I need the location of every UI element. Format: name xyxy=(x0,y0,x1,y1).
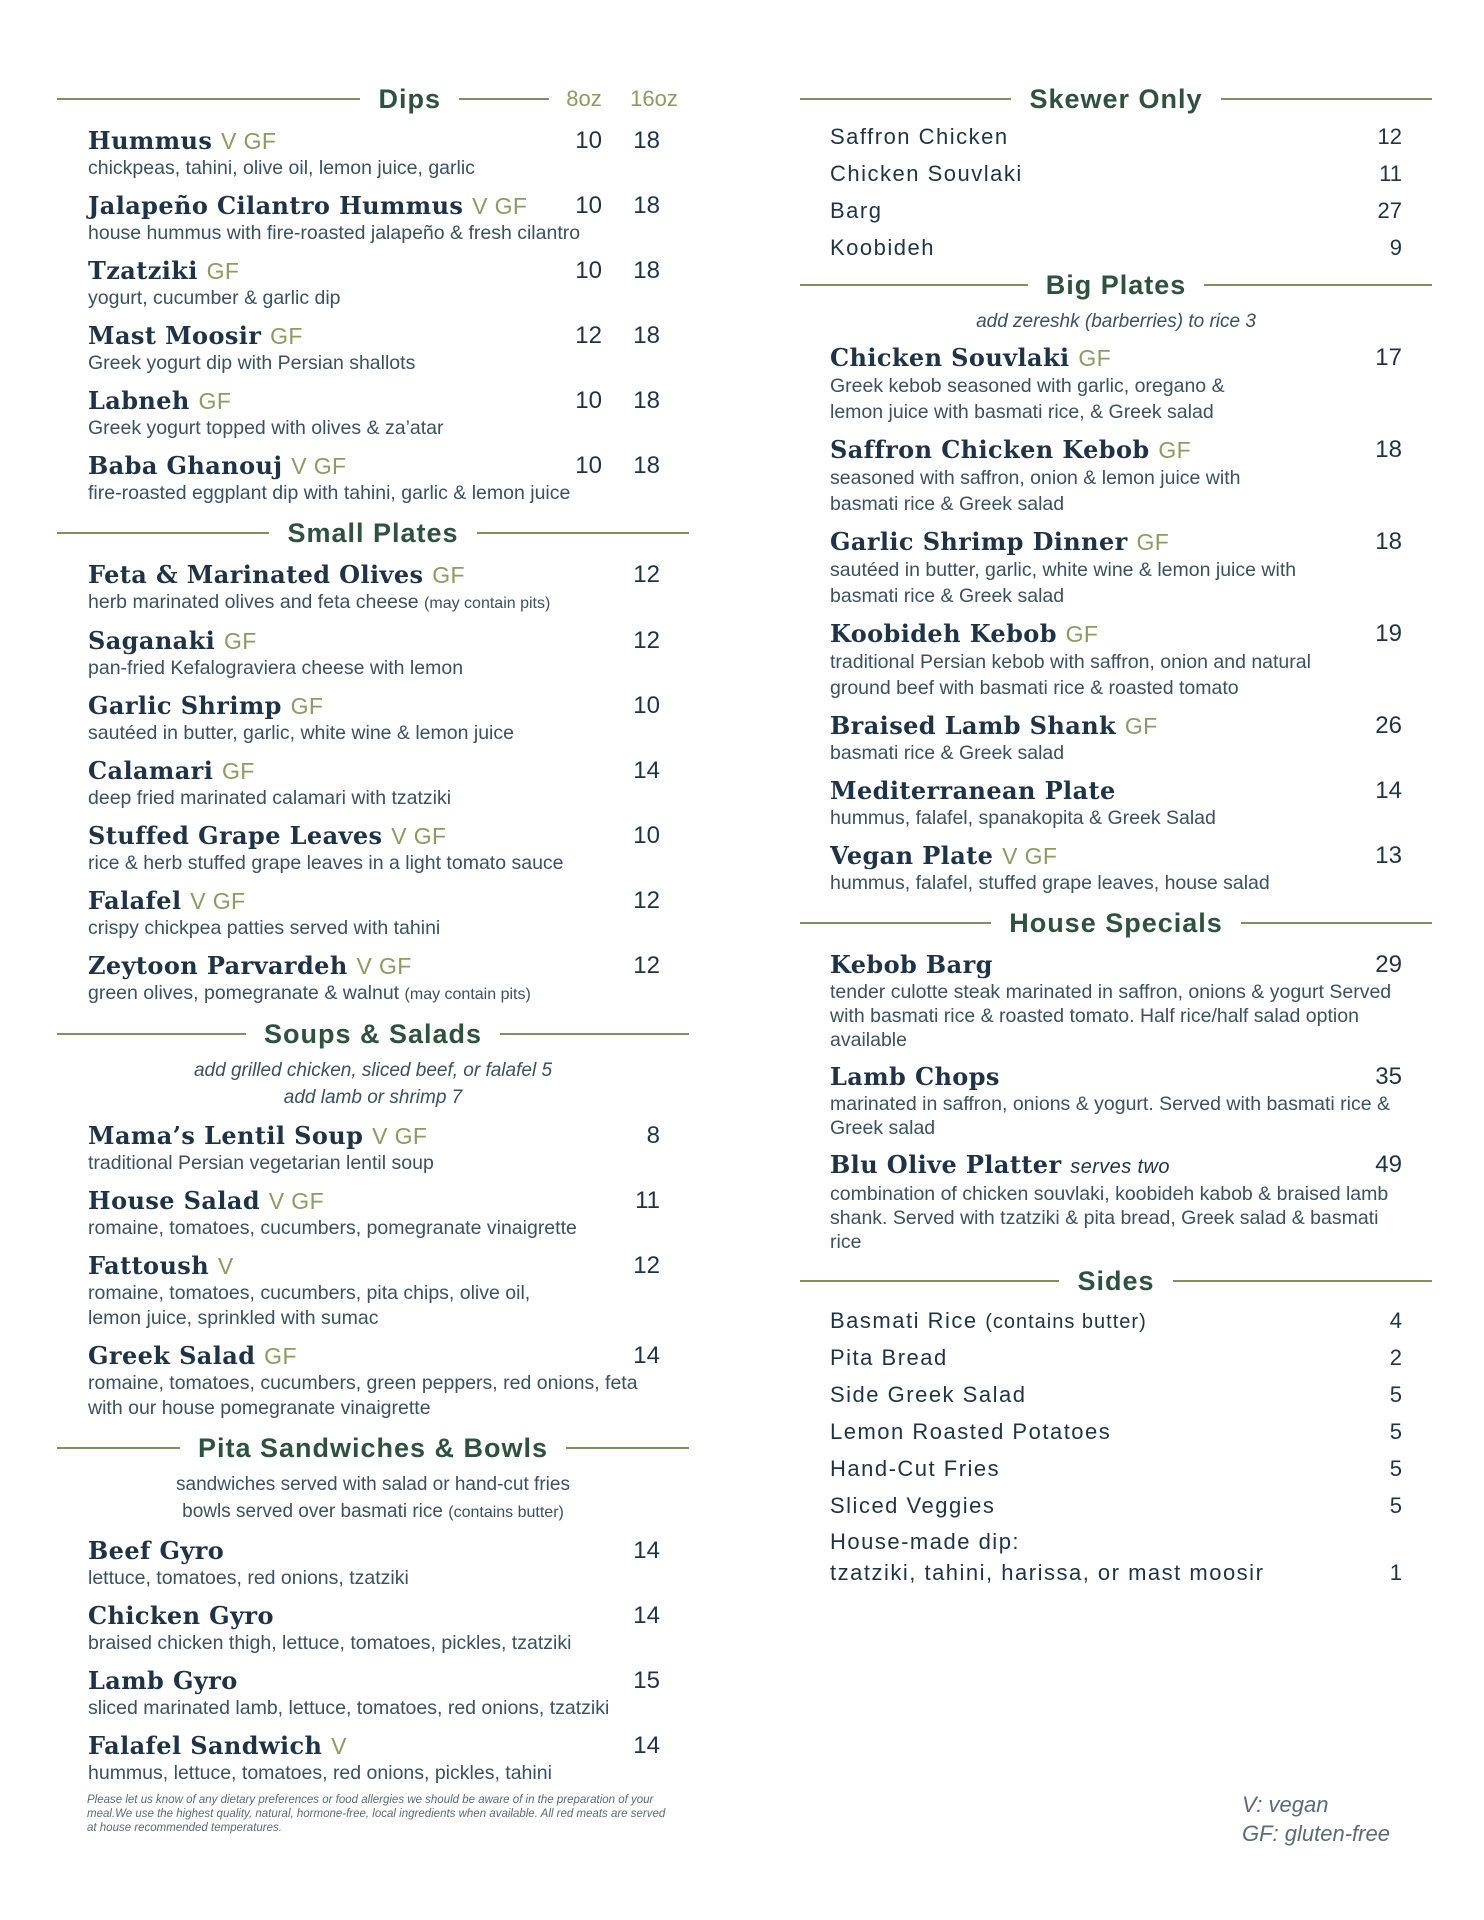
price-16oz: 18 xyxy=(633,387,660,414)
side-item xyxy=(800,1302,1432,1339)
diet-tag: GF xyxy=(1124,713,1158,739)
big-plates-title: Big Plates xyxy=(1045,269,1187,300)
item-price: 26 xyxy=(1375,712,1402,739)
diet-tag: V GF xyxy=(190,888,246,914)
item-price: 14 xyxy=(633,1342,660,1369)
menu-item-mediterranean-plate xyxy=(800,776,1432,831)
skewer-item xyxy=(800,192,1432,229)
menu-item-beef-gyro xyxy=(57,1536,689,1591)
divider xyxy=(1241,922,1432,924)
item-name: Stuffed Grape Leaves xyxy=(88,821,383,850)
item-price: 27 xyxy=(1377,198,1402,223)
divider xyxy=(800,98,1011,100)
item-note: (may contain pits) xyxy=(424,595,551,612)
item-price: 29 xyxy=(1375,951,1402,978)
item-name: Barg xyxy=(830,198,883,223)
item-name: Garlic Shrimp Dinner xyxy=(830,527,1128,556)
item-name: Lemon Roasted Potatoes xyxy=(830,1419,1112,1444)
item-name: Chicken Souvlaki xyxy=(830,343,1070,372)
item-price: 4 xyxy=(1389,1308,1402,1333)
menu-item-chicken-gyro xyxy=(57,1601,689,1656)
item-description: herb marinated olives and feta cheese xyxy=(88,591,419,613)
add-on-note: add lamb or shrimp 7 xyxy=(283,1087,463,1108)
price-16oz: 18 xyxy=(633,322,660,349)
dips-title: Dips xyxy=(378,83,441,114)
item-description: tzatziki, tahini, harissa, or mast moosir xyxy=(830,1560,1265,1585)
dips-size-labels xyxy=(549,86,689,112)
item-description: pan-fried Kefalograviera cheese with lemon xyxy=(88,657,464,679)
item-note: (may contain pits) xyxy=(404,986,531,1003)
big-plates-header xyxy=(800,268,1432,302)
item-name: Saganaki xyxy=(88,626,216,655)
item-price: 1 xyxy=(1389,1560,1402,1585)
side-item xyxy=(800,1376,1432,1413)
diet-tag: GF xyxy=(198,388,232,414)
menu-item-saganaki xyxy=(57,626,689,681)
item-description: deep fried marinated calamari with tzatziki xyxy=(88,787,452,809)
diet-legend xyxy=(1242,1790,1390,1848)
size-large-label: 16oz xyxy=(630,86,678,111)
item-description: Greek yogurt dip with Persian shallots xyxy=(88,352,416,374)
item-description: rice & herb stuffed grape leaves in a light tomato sauce xyxy=(88,852,564,874)
menu-item-vegan-plate xyxy=(800,841,1432,896)
item-price: 10 xyxy=(633,822,660,849)
item-description: basmati rice & Greek salad xyxy=(830,742,1065,764)
item-name: Jalapeño Cilantro Hummus xyxy=(88,191,464,220)
item-price: 35 xyxy=(1375,1063,1402,1090)
diet-tag: GF xyxy=(223,628,257,654)
item-name: Pita Bread xyxy=(830,1345,948,1370)
item-price: 14 xyxy=(633,1602,660,1629)
menu-item-fattoush xyxy=(57,1251,689,1331)
diet-tag: V GF xyxy=(391,823,447,849)
item-description: traditional Persian vegetarian lentil soup xyxy=(88,1152,434,1174)
soups-salads-header xyxy=(57,1017,689,1051)
menu-item-garlic-shrimp-dinner xyxy=(800,527,1432,609)
item-name: Beef Gyro xyxy=(88,1536,225,1565)
divider xyxy=(459,98,549,100)
price-8oz: 10 xyxy=(575,127,602,154)
menu-item-kebob-barg xyxy=(800,950,1432,1052)
divider xyxy=(1204,284,1432,286)
item-name: Koobideh xyxy=(830,235,935,260)
price-16oz: 18 xyxy=(633,452,660,479)
item-description: Greek kebob seasoned with garlic, oregano & lemon juice with basmati rice, & Greek salad xyxy=(830,375,1225,423)
menu-item-feta-olives xyxy=(57,560,689,616)
diet-tag: GF xyxy=(1158,437,1192,463)
side-item xyxy=(800,1413,1432,1450)
price-16oz: 18 xyxy=(633,192,660,219)
item-price: 12 xyxy=(633,952,660,979)
menu-item-saffron-chicken-kebob xyxy=(800,435,1432,517)
menu-item-lamb-gyro xyxy=(57,1666,689,1721)
item-name: Mediterranean Plate xyxy=(830,776,1116,805)
item-description: lettuce, tomatoes, red onions, tzatziki xyxy=(88,1567,409,1589)
serving-note-small: (contains butter) xyxy=(448,1504,564,1521)
serves-note: serves two xyxy=(1070,1156,1170,1178)
item-name: Chicken Souvlaki xyxy=(830,161,1023,186)
item-name: Greek Salad xyxy=(88,1341,256,1370)
legend-vegan: V: vegan xyxy=(1242,1792,1329,1817)
side-item-house-dip xyxy=(800,1526,1432,1590)
item-name: Side Greek Salad xyxy=(830,1382,1027,1407)
item-name: Baba Ghanouj xyxy=(88,451,283,480)
item-description: fire-roasted eggplant dip with tahini, garlic & lemon juice xyxy=(88,482,571,504)
item-price: 11 xyxy=(1379,161,1402,186)
item-description: combination of chicken souvlaki, koobideh kabob & braised lamb shank. Served with tzatziki & pita bread, Greek salad & basmati rice xyxy=(830,1183,1389,1253)
menu-item-falafel xyxy=(57,886,689,941)
item-price: 10 xyxy=(633,692,660,719)
item-name: Koobideh Kebob xyxy=(830,619,1057,648)
item-description: hummus, falafel, spanakopita & Greek Salad xyxy=(830,807,1216,829)
small-plates-header xyxy=(57,516,689,550)
serving-note: sandwiches served with salad or hand-cut fries xyxy=(176,1474,570,1495)
pita-title: Pita Sandwiches & Bowls xyxy=(197,1432,549,1463)
item-name: Lamb Gyro xyxy=(88,1666,238,1695)
divider xyxy=(1173,1280,1432,1282)
item-description: traditional Persian kebob with saffron, onion and natural ground beef with basmati rice & roasted tomato xyxy=(830,651,1311,699)
diet-tag: V GF xyxy=(291,453,347,479)
menu-item-garlic-shrimp xyxy=(57,691,689,746)
item-description: sautéed in butter, garlic, white wine & lemon juice xyxy=(88,722,514,744)
item-description: romaine, tomatoes, cucumbers, pomegranate vinaigrette xyxy=(88,1217,577,1239)
price-8oz: 10 xyxy=(575,257,602,284)
menu-item-lentil-soup xyxy=(57,1121,689,1176)
item-price: 12 xyxy=(633,887,660,914)
diet-tag: V GF xyxy=(221,128,277,154)
item-description: sliced marinated lamb, lettuce, tomatoes, red onions, tzatziki xyxy=(88,1697,610,1719)
item-price: 18 xyxy=(1375,436,1402,463)
side-item xyxy=(800,1450,1432,1487)
item-price: 49 xyxy=(1375,1151,1402,1178)
pita-note xyxy=(57,1471,689,1526)
item-price: 8 xyxy=(646,1122,660,1149)
menu-item-house-salad xyxy=(57,1186,689,1241)
price-8oz: 10 xyxy=(575,452,602,479)
diet-tag: GF xyxy=(1065,621,1099,647)
soups-salads-note xyxy=(57,1057,689,1111)
menu-item-blu-olive-platter xyxy=(800,1150,1432,1254)
item-price: 5 xyxy=(1389,1382,1402,1407)
divider xyxy=(477,532,689,534)
item-price: 12 xyxy=(1377,124,1402,149)
price-16oz: 18 xyxy=(633,127,660,154)
house-specials-header xyxy=(800,906,1432,940)
item-name: Feta & Marinated Olives xyxy=(88,560,424,589)
item-name: Hummus xyxy=(88,126,213,155)
diet-tag: GF xyxy=(264,1343,297,1369)
diet-tag: GF xyxy=(222,758,255,784)
item-price: 18 xyxy=(1375,528,1402,555)
item-name: Kebob Barg xyxy=(830,950,993,979)
item-description: hummus, falafel, stuffed grape leaves, house salad xyxy=(830,872,1270,894)
add-on-note: add grilled chicken, sliced beef, or falafel 5 xyxy=(193,1060,553,1081)
divider xyxy=(57,1447,180,1449)
dips-header xyxy=(57,82,689,116)
item-name: Saffron Chicken Kebob xyxy=(830,435,1150,464)
menu-item-calamari xyxy=(57,756,689,811)
item-name: Mama’s Lentil Soup xyxy=(88,1121,364,1150)
diet-tag: GF xyxy=(1078,345,1112,371)
item-name: Braised Lamb Shank xyxy=(830,711,1117,740)
item-description: Greek yogurt topped with olives & za’atar xyxy=(88,417,444,439)
diet-tag: GF xyxy=(432,562,465,588)
item-price: 12 xyxy=(633,627,660,654)
menu-item-hummus xyxy=(57,126,689,181)
sides-title: Sides xyxy=(1077,1265,1155,1296)
allergy-disclaimer: Please let us know of any dietary preferences or food allergies we should be aware of in the preparation of your meal.We use the highest quality, natural, hormone-free, local ingredients when available. All red meats are served at house recommended temperatures. xyxy=(87,1794,666,1834)
item-price: 17 xyxy=(1375,344,1402,371)
big-plates-note: add zereshk (barberries) to rice 3 xyxy=(976,311,1256,332)
item-name: House-made dip: xyxy=(830,1529,1021,1554)
diet-tag: GF xyxy=(1136,529,1170,555)
price-8oz: 12 xyxy=(575,322,602,349)
divider xyxy=(1221,98,1432,100)
item-price: 12 xyxy=(633,561,660,588)
item-description: green olives, pomegranate & walnut xyxy=(88,982,400,1004)
item-price: 9 xyxy=(1389,235,1402,260)
item-name: Falafel Sandwich xyxy=(88,1731,323,1760)
left-column xyxy=(57,82,689,1786)
diet-tag: V xyxy=(331,1733,347,1759)
pita-header xyxy=(57,1431,689,1465)
right-column xyxy=(800,82,1432,1590)
serving-note: bowls served over basmati rice xyxy=(182,1501,443,1522)
divider xyxy=(500,1033,689,1035)
price-16oz: 18 xyxy=(633,257,660,284)
diet-tag: GF xyxy=(270,323,303,349)
menu-item-stuffed-grape-leaves xyxy=(57,821,689,876)
diet-tag: V GF xyxy=(372,1123,428,1149)
diet-tag: V GF xyxy=(472,193,528,219)
item-name: Calamari xyxy=(88,756,214,785)
item-name: Blu Olive Platter xyxy=(830,1150,1062,1179)
divider xyxy=(57,532,269,534)
diet-tag: V GF xyxy=(356,953,412,979)
item-price: 15 xyxy=(633,1667,660,1694)
divider xyxy=(57,1033,246,1035)
divider xyxy=(800,922,991,924)
item-description: romaine, tomatoes, cucumbers, green peppers, red onions, feta with our house pomegranate vinaigrette xyxy=(88,1372,638,1419)
side-item xyxy=(800,1487,1432,1524)
divider xyxy=(57,98,360,100)
item-price: 14 xyxy=(633,1732,660,1759)
menu-item-braised-lamb-shank xyxy=(800,711,1432,766)
menu-item-zeytoon-parvardeh xyxy=(57,951,689,1007)
item-description: chickpeas, tahini, olive oil, lemon juice, garlic xyxy=(88,157,475,179)
item-name: Mast Moosir xyxy=(88,321,262,350)
house-specials-title: House Specials xyxy=(1009,907,1223,938)
diet-tag: GF xyxy=(290,693,324,719)
item-price: 13 xyxy=(1375,842,1402,869)
size-small-label: 8oz xyxy=(566,86,602,111)
item-name: Lamb Chops xyxy=(830,1062,1000,1091)
item-price: 5 xyxy=(1389,1456,1402,1481)
price-8oz: 10 xyxy=(575,387,602,414)
diet-tag: V xyxy=(217,1253,234,1279)
price-8oz: 10 xyxy=(575,192,602,219)
item-name: Vegan Plate xyxy=(830,841,994,870)
diet-tag: V GF xyxy=(268,1188,325,1214)
small-plates-title: Small Plates xyxy=(287,517,459,548)
item-name: Labneh xyxy=(88,386,190,415)
item-name: Chicken Gyro xyxy=(88,1601,274,1630)
divider xyxy=(800,1280,1059,1282)
menu-item-lamb-chops xyxy=(800,1062,1432,1140)
item-name: Basmati Rice xyxy=(830,1308,978,1333)
skewer-title: Skewer Only xyxy=(1029,83,1203,114)
menu-item-tzatziki xyxy=(57,256,689,311)
item-name: Zeytoon Parvardeh xyxy=(88,951,348,980)
item-price: 5 xyxy=(1389,1419,1402,1444)
item-price: 11 xyxy=(635,1187,660,1214)
item-description: seasoned with saffron, onion & lemon juice with basmati rice & Greek salad xyxy=(830,467,1241,515)
item-name: House Salad xyxy=(88,1186,261,1215)
soups-salads-title: Soups & Salads xyxy=(263,1018,483,1049)
skewer-item xyxy=(800,229,1432,266)
item-description: braised chicken thigh, lettuce, tomatoes, pickles, tzatziki xyxy=(88,1632,572,1654)
menu-item-mast-moosir xyxy=(57,321,689,376)
menu-item-labneh xyxy=(57,386,689,441)
menu-item-greek-salad xyxy=(57,1341,689,1421)
diet-tag: GF xyxy=(206,258,240,284)
item-name: Falafel xyxy=(88,886,182,915)
item-description: house hummus with fire-roasted jalapeño & fresh cilantro xyxy=(88,222,581,244)
skewer-item xyxy=(800,118,1432,155)
item-description: crispy chickpea patties served with tahini xyxy=(88,917,441,939)
menu-item-jalapeno-cilantro-hummus xyxy=(57,191,689,246)
menu-item-falafel-sandwich xyxy=(57,1731,689,1786)
item-price: 19 xyxy=(1375,620,1402,647)
divider xyxy=(566,1447,689,1449)
item-price: 14 xyxy=(1375,777,1402,804)
item-description: hummus, lettuce, tomatoes, red onions, pickles, tahini xyxy=(88,1762,552,1784)
diet-tag: V GF xyxy=(1002,843,1058,869)
divider xyxy=(800,284,1028,286)
item-name: Garlic Shrimp xyxy=(88,691,282,720)
item-note: (contains butter) xyxy=(985,1311,1147,1333)
item-price: 5 xyxy=(1389,1493,1402,1518)
sides-header xyxy=(800,1264,1432,1298)
item-description: tender culotte steak marinated in saffron, onions & yogurt Served with basmati rice & roasted tomato. Half rice/half salad option available xyxy=(830,981,1392,1051)
item-price: 14 xyxy=(633,757,660,784)
item-name: Saffron Chicken xyxy=(830,124,1009,149)
item-name: Sliced Veggies xyxy=(830,1493,996,1518)
item-price: 2 xyxy=(1389,1345,1402,1370)
skewer-header xyxy=(800,82,1432,116)
item-description: marinated in saffron, onions & yogurt. Served with basmati rice & Greek salad xyxy=(830,1093,1390,1139)
item-description: sautéed in butter, garlic, white wine & lemon juice with basmati rice & Greek salad xyxy=(830,559,1297,607)
menu-item-koobideh-kebob xyxy=(800,619,1432,701)
item-description: romaine, tomatoes, cucumbers, pita chips, olive oil, lemon juice, sprinkled with sumac xyxy=(88,1282,531,1329)
item-name: Hand-Cut Fries xyxy=(830,1456,1001,1481)
item-name: Tzatziki xyxy=(88,256,198,285)
menu-item-chicken-souvlaki xyxy=(800,343,1432,425)
menu-item-baba-ghanouj xyxy=(57,451,689,506)
side-item xyxy=(800,1339,1432,1376)
skewer-item xyxy=(800,155,1432,192)
legend-gluten-free: GF: gluten-free xyxy=(1242,1821,1390,1846)
item-price: 12 xyxy=(633,1252,660,1279)
item-price: 14 xyxy=(633,1537,660,1564)
item-description: yogurt, cucumber & garlic dip xyxy=(88,287,341,309)
item-name: Fattoush xyxy=(88,1251,210,1280)
